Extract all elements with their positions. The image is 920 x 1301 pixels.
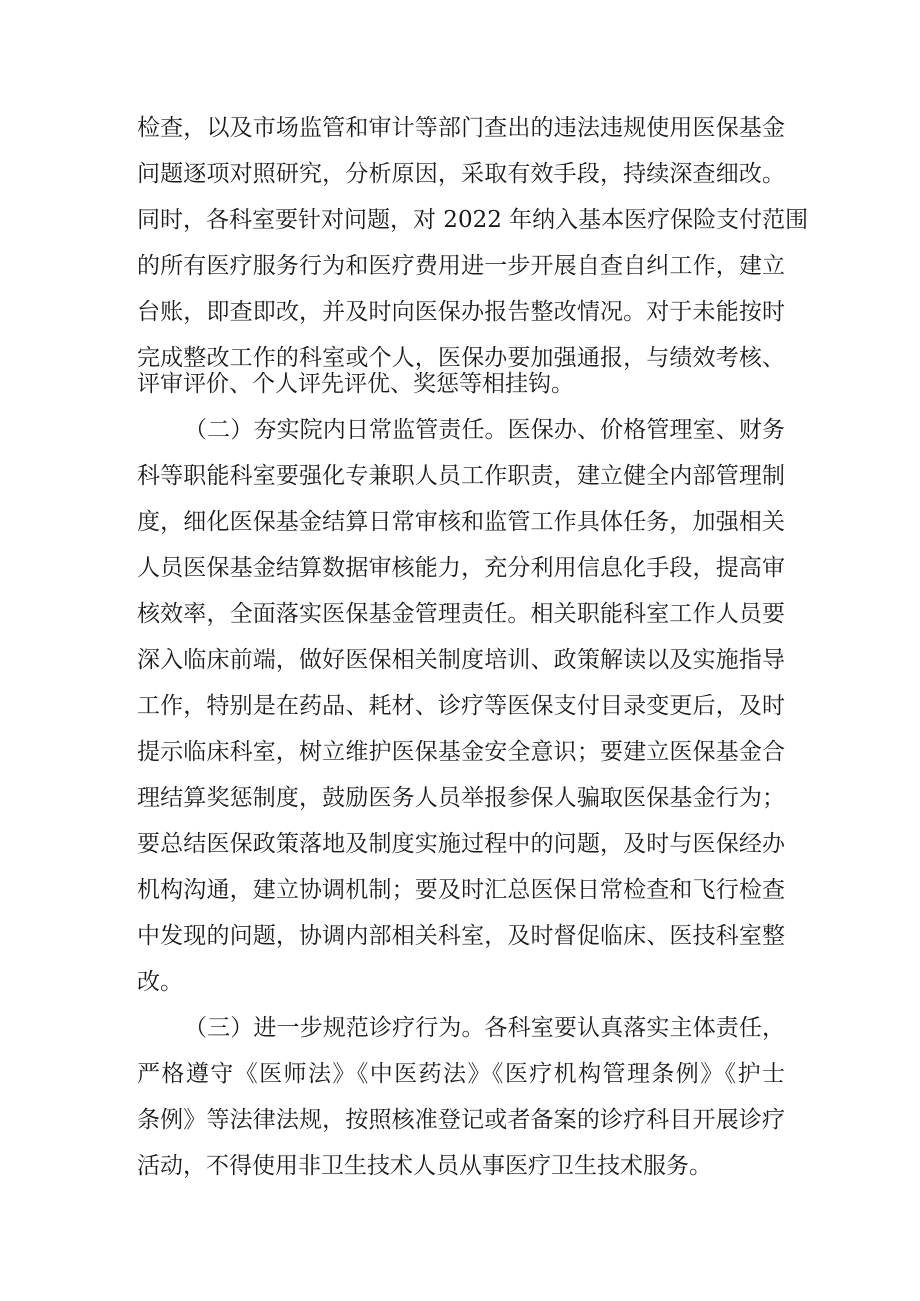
body-text-line: 提示临床科室，树立维护医保基金安全意识；要建立医保基金合 <box>137 739 785 765</box>
body-text-line: 度，细化医保基金结算日常审核和监管工作具体任务，加强相关 <box>137 509 785 535</box>
body-text-line: 工作，特别是在药品、耗材、诊疗等医保支付目录变更后，及时 <box>137 693 785 719</box>
body-text-line: 台账，即查即改，并及时向医保办报告整改情况。对于未能按时 <box>137 299 785 325</box>
body-text-line: 人员医保基金结算数据审核能力，充分利用信息化手段，提高审 <box>137 555 785 581</box>
body-text-line: 活动，不得使用非卫生技术人员从事医疗卫生技术服务。 <box>137 1153 712 1179</box>
body-text-line: 机构沟通，建立协调机制；要及时汇总医保日常检查和飞行检查 <box>137 877 785 903</box>
body-text-line: 改。 <box>137 969 183 995</box>
body-text-line: 的所有医疗服务行为和医疗费用进一步开展自查自纠工作，建立 <box>137 253 785 279</box>
body-text-line: 要总结医保政策落地及制度实施过程中的问题，及时与医保经办 <box>137 831 785 857</box>
body-text-line: 科等职能科室要强化专兼职人员工作职责，建立健全内部管理制 <box>137 463 785 489</box>
body-text-line: 检查，以及市场监管和审计等部门查出的违法违规使用医保基金 <box>137 115 785 141</box>
body-text-line: 评审评价、个人评先评优、奖惩等相挂钩。 <box>137 371 574 397</box>
body-text-line: 严格遵守《医师法》《中医药法》《医疗机构管理条例》《护士 <box>137 1061 785 1087</box>
body-text-line: 问题逐项对照研究，分析原因，采取有效手段，持续深查细改。 <box>137 161 785 187</box>
body-text-line: 理结算奖惩制度，鼓励医务人员举报参保人骗取医保基金行为； <box>137 785 785 811</box>
body-text-line: 同时，各科室要针对问题，对 2022 年纳入基本医疗保险支付范围 <box>137 207 809 233</box>
body-text-line: 核效率，全面落实医保基金管理责任。相关职能科室工作人员要 <box>137 601 785 627</box>
paragraph-heading-line: （二）夯实院内日常监管责任。医保办、价格管理室、财务 <box>184 417 785 443</box>
body-text-line: 条例》等法律法规，按照核准登记或者备案的诊疗科目开展诊疗 <box>137 1107 785 1133</box>
paragraph-heading-line: （三）进一步规范诊疗行为。各科室要认真落实主体责任， <box>184 1015 785 1041</box>
body-text-line: 深入临床前端，做好医保相关制度培训、政策解读以及实施指导 <box>137 647 785 673</box>
body-text-line: 完成整改工作的科室或个人，医保办要加强通报，与绩效考核、 <box>137 345 785 371</box>
body-text-line: 中发现的问题，协调内部相关科室，及时督促临床、医技科室整 <box>137 923 785 949</box>
